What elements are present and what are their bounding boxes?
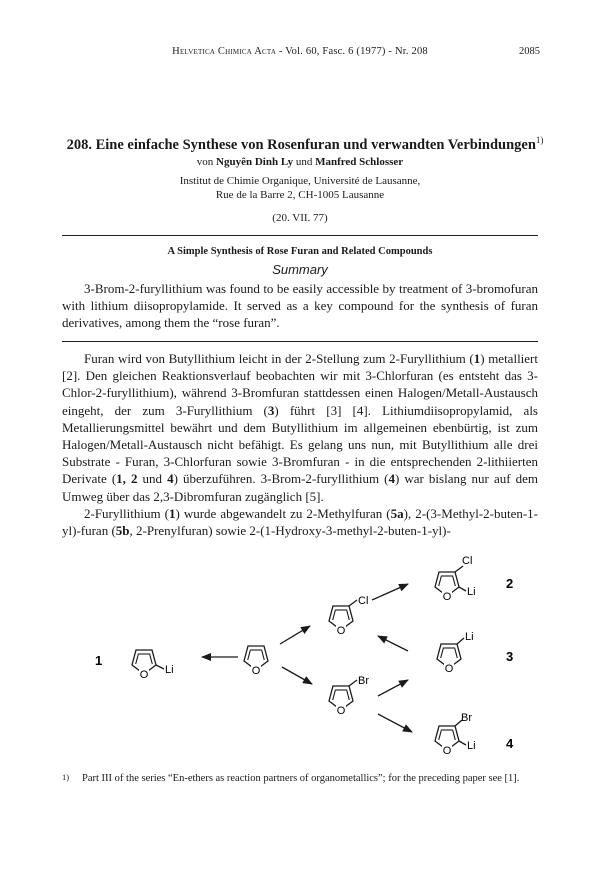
atom-O: O xyxy=(139,669,149,681)
article-title-text: 208. Eine einfache Synthese von Rosenfuran und verwandten Verbindungen xyxy=(66,136,536,153)
atom-O: O xyxy=(444,663,454,675)
3-bromofuran-structure xyxy=(329,675,369,717)
article-title xyxy=(60,135,550,154)
atom-Li: Li xyxy=(467,740,476,752)
paragraph-1 xyxy=(62,350,538,505)
atom-O: O xyxy=(251,665,261,677)
label-2: 2 xyxy=(506,576,514,591)
footnote-mark: 1) xyxy=(62,772,70,782)
affiliation-line-2: Rue de la Barre 2, CH-1005 Lausanne xyxy=(215,188,385,201)
compound-ref: 1 xyxy=(168,505,176,521)
3-chlorofuran-structure xyxy=(329,595,368,637)
atom-Li: Li xyxy=(467,586,476,598)
author-1: Nguyên Dinh Ly xyxy=(216,156,294,168)
journal-citation xyxy=(0,46,600,57)
text-run: ) wurde abgewandelt zu 2-Methylfuran ( xyxy=(175,505,391,521)
atom-Li: Li xyxy=(465,631,474,643)
label-1: 1 xyxy=(95,653,103,668)
main-text xyxy=(62,350,538,539)
arrow-furan-to-3-bromofuran xyxy=(282,667,312,684)
text-run: , 2-Prenylfuran) sowie 2-(1-Hydroxy-3-methyl-2-buten-1-yl)- xyxy=(129,523,451,539)
atom-O: O xyxy=(442,745,452,757)
compound-1-structure xyxy=(132,650,174,681)
summary-top-rule xyxy=(62,235,538,236)
journal-name: Helvetica Chimica Acta xyxy=(172,46,277,57)
atom-O: O xyxy=(336,625,346,637)
furan-structure xyxy=(244,646,268,677)
compound-3-structure xyxy=(437,631,474,675)
running-head xyxy=(0,46,600,62)
label-3: 3 xyxy=(506,649,514,664)
authors-line xyxy=(60,156,540,168)
atom-O: O xyxy=(336,705,346,717)
journal-volume: - Vol. 60, Fasc. 6 (1977) - Nr. 208 xyxy=(276,46,428,57)
page-number: 2085 xyxy=(519,46,540,57)
atom-Cl: Cl xyxy=(358,595,369,607)
summary-body xyxy=(62,280,538,331)
arrow-3-bromofuran-to-3 xyxy=(378,636,408,651)
arrow-furan-to-3-chlorofuran xyxy=(280,626,310,644)
atom-Br: Br xyxy=(461,712,472,724)
compound-ref: 5a xyxy=(390,505,404,521)
atom-O: O xyxy=(442,591,452,603)
text-run: ), 2-(3-Methyl-2-buten-1-yl)-furan ( xyxy=(62,505,539,539)
reaction-scheme xyxy=(60,548,540,763)
compound-ref: 5b xyxy=(115,523,130,539)
text-run: ) überzuführen. 3-Brom-2-furyllithium ( xyxy=(173,471,389,487)
compound-ref: 3 xyxy=(267,402,275,418)
text-run: ) metalliert [2]. Den gleichen Reaktionsverlauf beobachten wir mit 3-Chlorfuran (es entsteht das 3-Chlor-2-furyllithium), während 3-Bromfuran stattdessen einen Halogen/Metall-Austausch eingeht, der zum 3-Furyllithium ( xyxy=(62,351,538,418)
received-date: (20. VII. 77) xyxy=(272,212,328,224)
text-run: ) führt [3] [4]. Lithiumdiisopropylamid, als Metallierungsmittel bewährt und dem Butyllithium im allgemeinen ebenbürtig, ist zum Halogen/Metall-Austausch nicht befähigt. Es gelang uns nun, mit Butyllithium alle drei Substrate - Furan, 3-Chlorfuran sowie 3-Bromfuran - in die entsprechenden 2-lithiierten Derivate ( xyxy=(62,402,538,487)
summary-heading: Summary xyxy=(272,262,328,277)
compound-2-structure xyxy=(435,555,476,603)
footnote-text: Part III of the series “En-ethers as reaction partners of organometallics”; for the preceding paper see [1]. xyxy=(82,773,520,784)
authors-and: und xyxy=(293,156,316,168)
atom-Br: Br xyxy=(358,675,369,687)
footnote xyxy=(62,772,538,786)
summary-text: 3-Brom-2-furyllithium was found to be easily accessible by treatment of 3-bromofuran with lithium diisopropylamide. It served as a key compound for the synthesis of furan derivatives, among them the “rose furan”. xyxy=(62,281,538,330)
affiliation-line-1: Institut de Chimie Organique, Université de Lausanne, xyxy=(179,175,421,187)
title-footnote-mark: 1) xyxy=(535,135,544,145)
compound-ref: 1, 2 xyxy=(116,471,138,487)
scheme-svg xyxy=(60,548,540,763)
atom-Li: Li xyxy=(165,664,174,676)
text-run: Furan wird von Butyllithium leicht in der 2-Stellung zum 2-Furyllithium ( xyxy=(84,351,474,366)
arrow-3-bromofuran-to-4 xyxy=(378,714,412,732)
affiliation xyxy=(60,175,540,202)
compound-ref: 4 xyxy=(388,471,395,487)
compound-ref: 1 xyxy=(473,351,481,366)
arrow-3-chlorofuran-to-2 xyxy=(372,584,408,600)
text-run: ) war bislang nur auf dem Umweg über das 2,3-Dibromfuran zugänglich [5]. xyxy=(62,471,538,504)
atom-Cl: Cl xyxy=(462,555,473,567)
compound-4-structure xyxy=(435,712,476,757)
summary-bottom-rule xyxy=(62,341,538,342)
paragraph-2 xyxy=(62,505,538,539)
arrow-3-bromofuran-to-3 xyxy=(378,680,408,696)
text-run: 2-Furyllithium ( xyxy=(84,505,169,521)
compound-ref: 4 xyxy=(167,471,174,487)
text-run: und xyxy=(137,471,168,487)
label-4: 4 xyxy=(506,736,514,751)
author-2: Manfred Schlosser xyxy=(315,156,404,168)
authors-prefix: von xyxy=(196,156,217,168)
english-title: A Simple Synthesis of Rose Furan and Related Compounds xyxy=(167,246,433,257)
